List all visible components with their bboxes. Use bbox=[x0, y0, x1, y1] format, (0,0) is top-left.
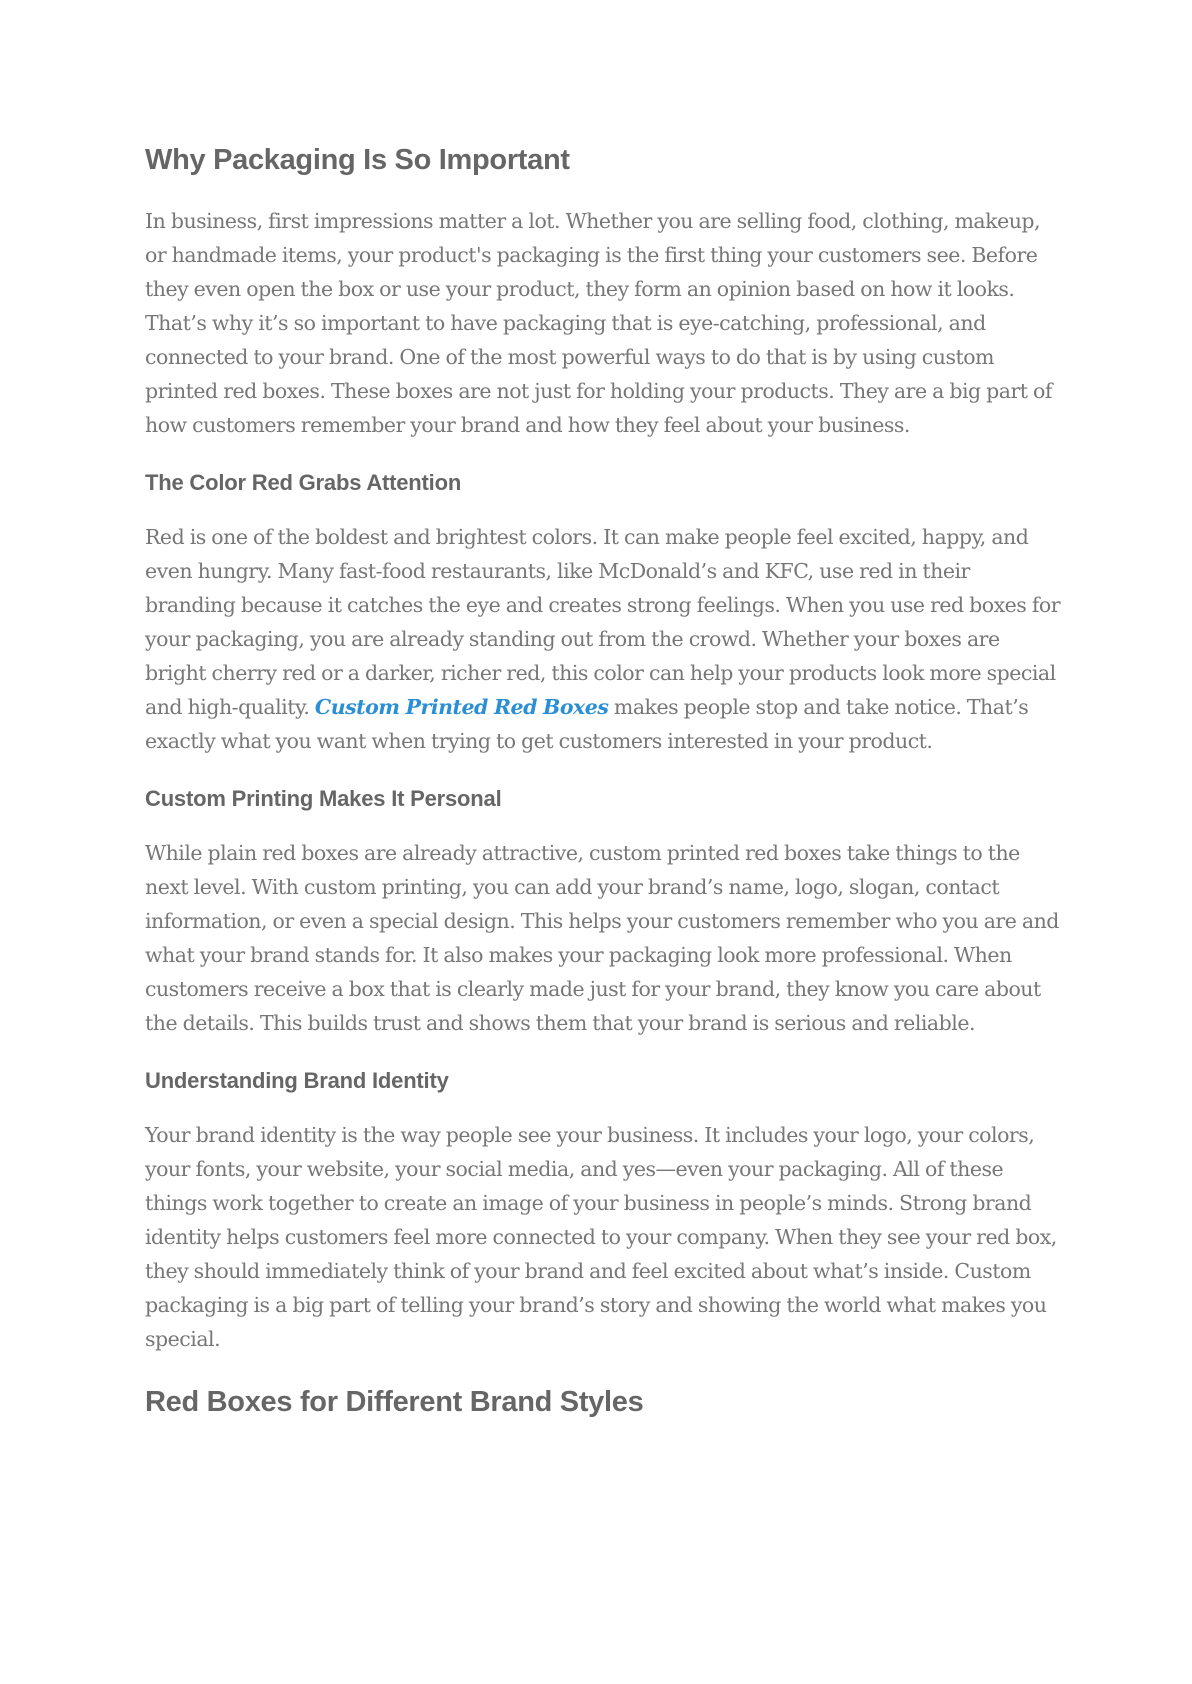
paragraph-brand-identity: Your brand identity is the way people see your business. It includes your logo, your colors, your fonts, your website, your social media, and yes—even your packaging. All of these things work together to create an image of your business in people’s minds. Strong brand identity helps customers feel more connected to your company. When they see your red box, they should immediately think of your brand and feel excited about what’s inside. Custom packaging is a big part of telling your brand’s story and showing the world what makes you special. bbox=[145, 1123, 1057, 1351]
document-page bbox=[145, 140, 1065, 1422]
section-heading-color-red: The Color Red Grabs Attention bbox=[145, 470, 462, 495]
paragraph-why-packaging: In business, first impressions matter a lot. Whether you are selling food, clothing, makeup, or handmade items, your product's packaging is the first thing your customers see. Before they even open the box or use your product, they form an opinion based on how it looks. That’s why it’s so important to have packaging that is eye-catching, professional, and connected to your brand. One of the most powerful ways to do that is by using custom printed red boxes. These boxes are not just for holding your products. They are a big part of how customers remember your brand and how they feel about your business. bbox=[145, 209, 1052, 437]
section-heading-why-packaging: Why Packaging Is So Important bbox=[145, 144, 570, 176]
paragraph-custom-printing: While plain red boxes are already attractive, custom printed red boxes take things to the next level. With custom printing, you can add your brand’s name, logo, slogan, contact information, or even a special design. This helps your customers remember who you are and what your brand stands for. It also makes your packaging look more professional. When customers receive a box that is clearly made just for your brand, they know you care about the details. This builds trust and shows them that your brand is serious and reliable. bbox=[145, 841, 1059, 1035]
paragraph-text-after-link: makes people stop and take notice. That’s exactly what you want when trying to get customers interested in your product. bbox=[145, 695, 1029, 753]
custom-printed-red-boxes-link[interactable]: Custom Printed Red Boxes bbox=[314, 695, 609, 719]
paragraph-color-red bbox=[145, 520, 1065, 758]
section-heading-custom-printing: Custom Printing Makes It Personal bbox=[145, 786, 502, 811]
section-heading-brand-identity: Understanding Brand Identity bbox=[145, 1068, 449, 1093]
paragraph-text-before-link: Red is one of the boldest and brightest colors. It can make people feel excited, happy, and even hungry. Many fast-food restaurants, like McDonald’s and KFC, use red in their branding because it catches the eye and creates strong feelings. When you use red boxes for your packaging, you are already standing out from the crowd. Whether your boxes are bright cherry red or a darker, richer red, this color can help your products look more special and high-quality. bbox=[145, 525, 1061, 719]
section-heading-brand-styles: Red Boxes for Different Brand Styles bbox=[145, 1386, 644, 1418]
